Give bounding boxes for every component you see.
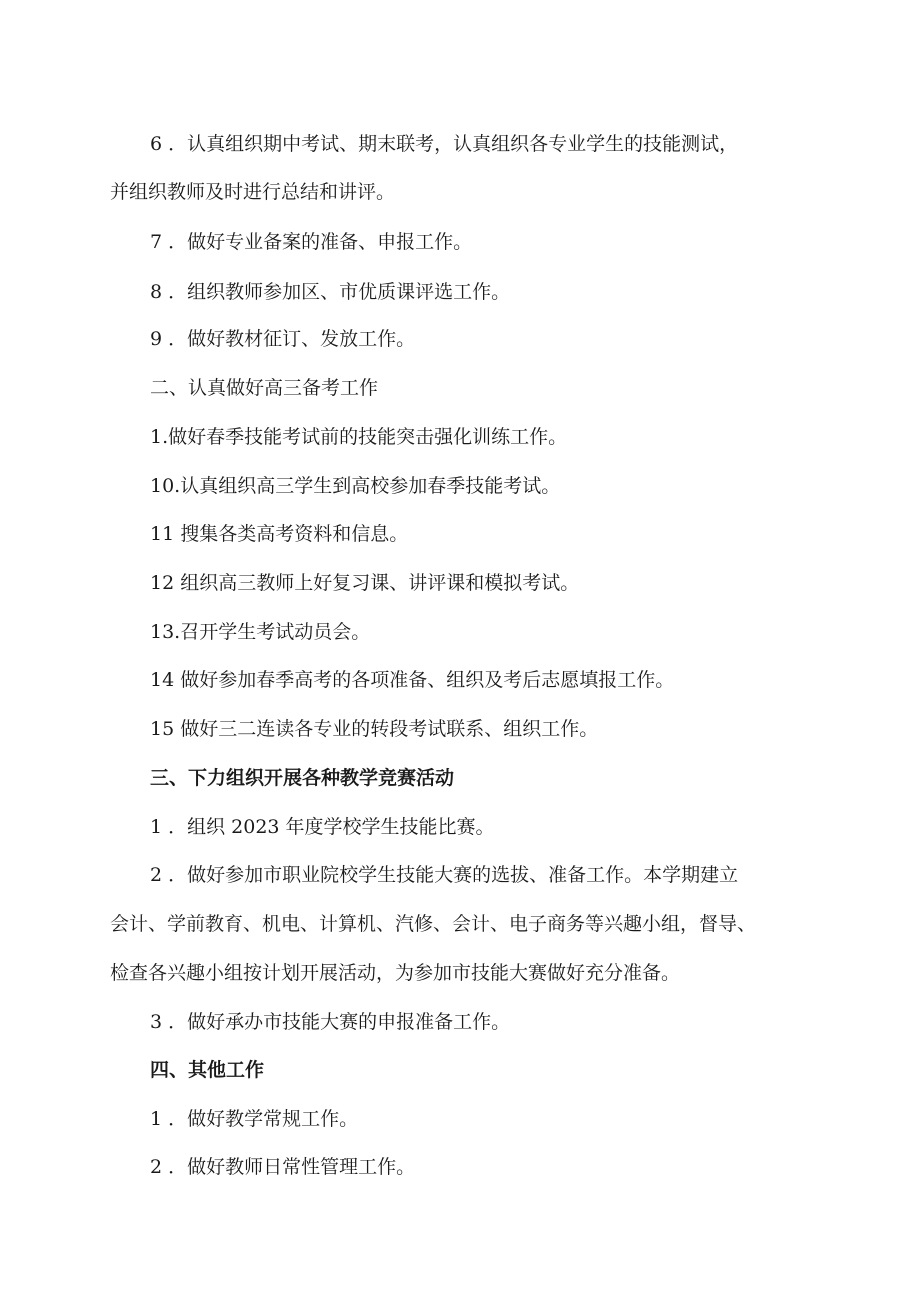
section2-item-12: 12 组织高三教师上好复习课、讲评课和模拟考试。 [150, 572, 580, 594]
section2-item-1: 1.做好春季技能考试前的技能突击强化训练工作。 [150, 426, 568, 448]
section2-item-15: 15 做好三二连读各专业的转段考试联系、组织工作。 [150, 718, 599, 740]
section3-item-2: 2 ．做好参加市职业院校学生技能大赛的选拔、准备工作。本学期建立 [150, 864, 739, 886]
section-heading-3: 三、下力组织开展各种教学竞赛活动 [150, 767, 455, 789]
paragraph-item-6-continued: 并组织教师及时进行总结和讲评。 [110, 181, 396, 203]
section-heading-4: 四、其他工作 [150, 1059, 265, 1081]
section-heading-2: 二、认真做好高三备考工作 [150, 377, 379, 399]
section2-item-10: 10.认真组织高三学生到高校参加春季技能考试。 [150, 475, 561, 497]
section3-item-1: 1 ．组织 2023 年度学校学生技能比赛。 [150, 816, 495, 838]
section4-item-2: 2 ．做好教师日常性管理工作。 [150, 1156, 416, 1178]
section2-item-14: 14 做好参加春季高考的各项准备、组织及考后志愿填报工作。 [150, 669, 675, 691]
section2-item-11: 11 搜集各类高考资料和信息。 [150, 523, 409, 545]
paragraph-item-7: 7 ．做好专业备案的准备、申报工作。 [150, 231, 473, 253]
paragraph-item-8: 8 ．组织教师参加区、市优质课评选工作。 [150, 281, 511, 303]
section2-item-13: 13.召开学生考试动员会。 [150, 621, 371, 643]
paragraph-item-6: 6 ．认真组织期中考试、期末联考，认真组织各专业学生的技能测试， [150, 133, 739, 155]
section3-item-2-continued-2: 检查各兴趣小组按计划开展活动，为参加市技能大赛做好充分准备。 [110, 962, 681, 984]
paragraph-item-9: 9 ．做好教材征订、发放工作。 [150, 328, 416, 350]
section3-item-2-continued-1: 会计、学前教育、机电、计算机、汽修、会计、电子商务等兴趣小组，督导、 [110, 913, 757, 935]
section3-item-3: 3 ．做好承办市技能大赛的申报准备工作。 [150, 1011, 511, 1033]
section4-item-1: 1 ．做好教学常规工作。 [150, 1108, 359, 1130]
